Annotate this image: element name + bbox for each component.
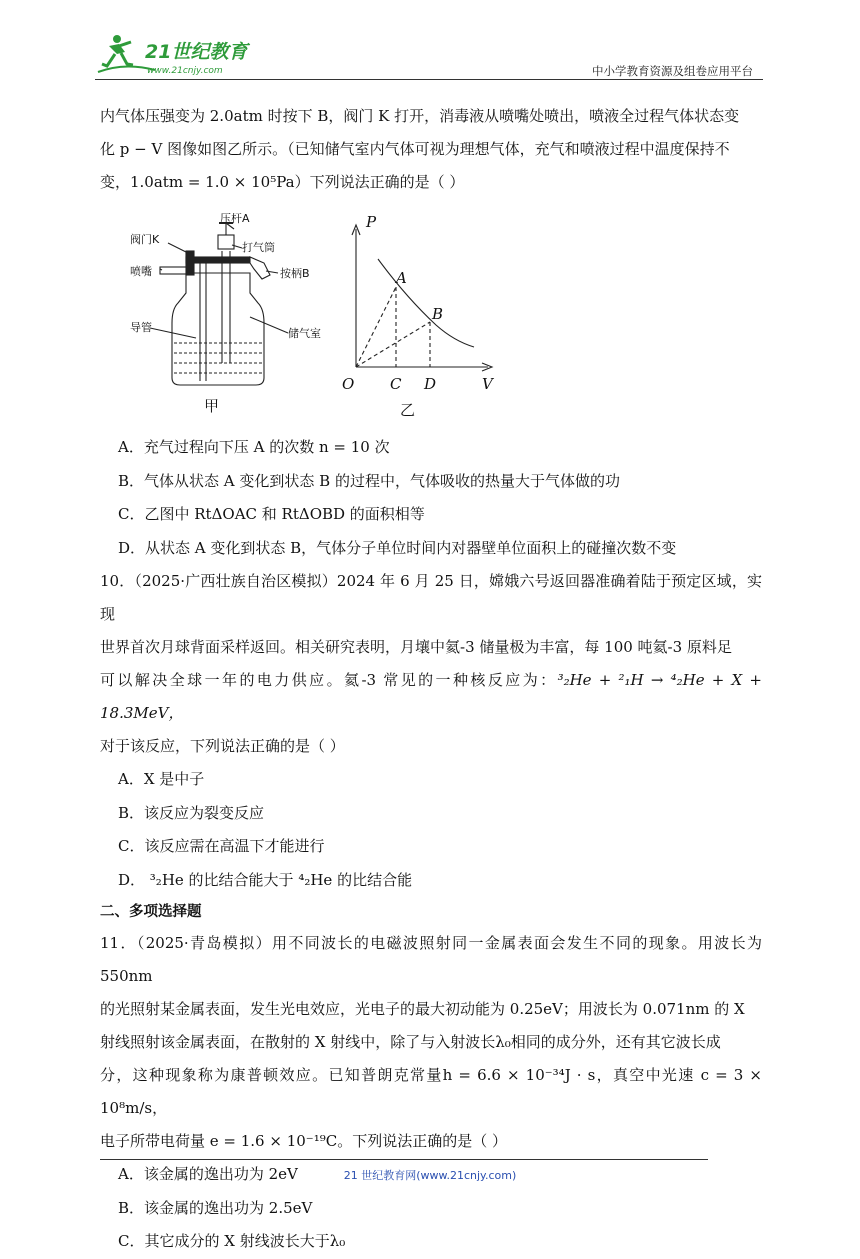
q10-option-a: A．X 是中子 — [118, 770, 205, 788]
footer-link[interactable]: 21 世纪教育网(www.21cnjy.com) — [343, 1169, 517, 1182]
q10-nuclear-equation: ³₂He + ²₁H → ⁴₂He + X + 18.3MeV， — [100, 671, 762, 722]
label-rod-a: 压杆A — [220, 213, 250, 225]
q10-line-3-text: 可以解决全球一年的电力供应。氦-3 常见的一种核反应为： — [100, 671, 558, 689]
header-platform-text: 中小学教育资源及组卷应用平台 — [592, 64, 753, 78]
q9-option-b: B．气体从状态 A 变化到状态 B 的过程中，气体吸收的热量大于气体做的功 — [118, 471, 620, 490]
q10-line-4: 对于该反应，下列说法正确的是（ ） — [100, 737, 345, 755]
label-pump: 打气筒 — [242, 241, 275, 254]
q9-figures — [100, 199, 762, 431]
page-content — [100, 100, 762, 1259]
axis-label-p: P — [366, 213, 377, 231]
label-chamber: 储气室 — [288, 327, 321, 340]
figure-jia-sprayer — [130, 213, 330, 427]
q11-line-4: 分，这种现象称为康普顿效应。已知普朗克常量h = 6.6 × 10⁻³⁴J · s，真空中光速 c = 3 × 10⁸m/s， — [100, 1066, 762, 1117]
q9-line-2: 化 p − V 图像如图乙所示。（已知储气室内气体可视为理想气体，充气和喷液过程中温度保持不 — [100, 140, 730, 158]
axis-label-v: V — [482, 375, 493, 393]
caption-yi: 乙 — [400, 401, 416, 419]
header-divider — [95, 79, 763, 80]
logo-text: 21世纪教育 — [145, 41, 248, 63]
page-header — [95, 30, 765, 80]
isotherm-curve — [378, 259, 474, 347]
site-logo — [95, 32, 265, 76]
section-heading-multiple-choice: 二、多项选择题 — [100, 904, 202, 920]
q9-option-d: D．从状态 A 变化到状态 B，气体分子单位时间内对器壁单位面积上的碰撞次数不变 — [118, 538, 677, 557]
q9-line-3: 变，1.0atm = 1.0 × 10⁵Pa）下列说法正确的是（ ） — [100, 173, 465, 191]
label-tube: 导管 — [130, 321, 152, 334]
q10-option-d: D． ³₂He 的比结合能大于 ⁴₂He 的比结合能 — [118, 870, 413, 889]
origin-label: O — [342, 375, 355, 393]
logo-url: www.21cnjy.com — [147, 66, 223, 76]
q10-line-3 — [100, 664, 762, 730]
q11-option-c: C．其它成分的 X 射线波长大于λ₀ — [118, 1232, 346, 1250]
point-c-label: C — [390, 375, 402, 393]
q9-line-1: 内气体压强变为 2.0atm 时按下 B，阀门 K 打开，消毒液从喷嘴处喷出，喷液全过程气体状态变 — [100, 107, 740, 125]
q9-option-a: A．充气过程向下压 A 的次数 n = 10 次 — [118, 438, 390, 456]
caption-jia: 甲 — [204, 397, 220, 415]
footer-divider — [100, 1159, 708, 1160]
label-handle-b: 按柄B — [280, 267, 310, 280]
q11-option-a: A．该金属的逸出功为 2eV — [118, 1165, 298, 1183]
q11-option-b: B．该金属的逸出功为 2.5eV — [118, 1198, 313, 1217]
q10-option-b: B．该反应为裂变反应 — [118, 803, 265, 822]
figure-yi-pv-graph — [336, 207, 506, 427]
q10-option-c: C．该反应需在高温下才能进行 — [118, 837, 325, 855]
label-nozzle: 喷嘴 — [130, 265, 152, 278]
q11-line-3: 射线照射该金属表面，在散射的 X 射线中，除了与入射波长λ₀相同的成分外，还有其它波长成 — [100, 1033, 721, 1051]
q9-option-c: C．乙图中 RtΔOAC 和 RtΔOBD 的面积相等 — [118, 505, 425, 523]
q11-line-5: 电子所带电荷量 e = 1.6 × 10⁻¹⁹C。下列说法正确的是（ ） — [100, 1132, 507, 1150]
label-valve-k: 阀门K — [130, 233, 160, 246]
point-d-label: D — [424, 375, 437, 393]
point-b-label: B — [432, 305, 444, 323]
q11-line-2: 的光照射某金属表面，发生光电效应，光电子的最大初动能为 0.25eV；用波长为 0.071nm 的 X — [100, 1000, 745, 1018]
point-a-label: A — [396, 269, 407, 287]
q11-line-1: 11．（2025·青岛模拟）用不同波长的电磁波照射同一金属表面会发生不同的现象。用波长为 550nm — [100, 934, 762, 985]
q10-line-2: 世界首次月球背面采样返回。相关研究表明，月壤中氦-3 储量极为丰富，每 100 吨氦-3 原料足 — [100, 638, 732, 656]
q10-line-1: 10．（2025·广西壮族自治区模拟）2024 年 6 月 25 日，嫦娥六号返回器准确着陆于预定区域，实现 — [100, 572, 762, 623]
